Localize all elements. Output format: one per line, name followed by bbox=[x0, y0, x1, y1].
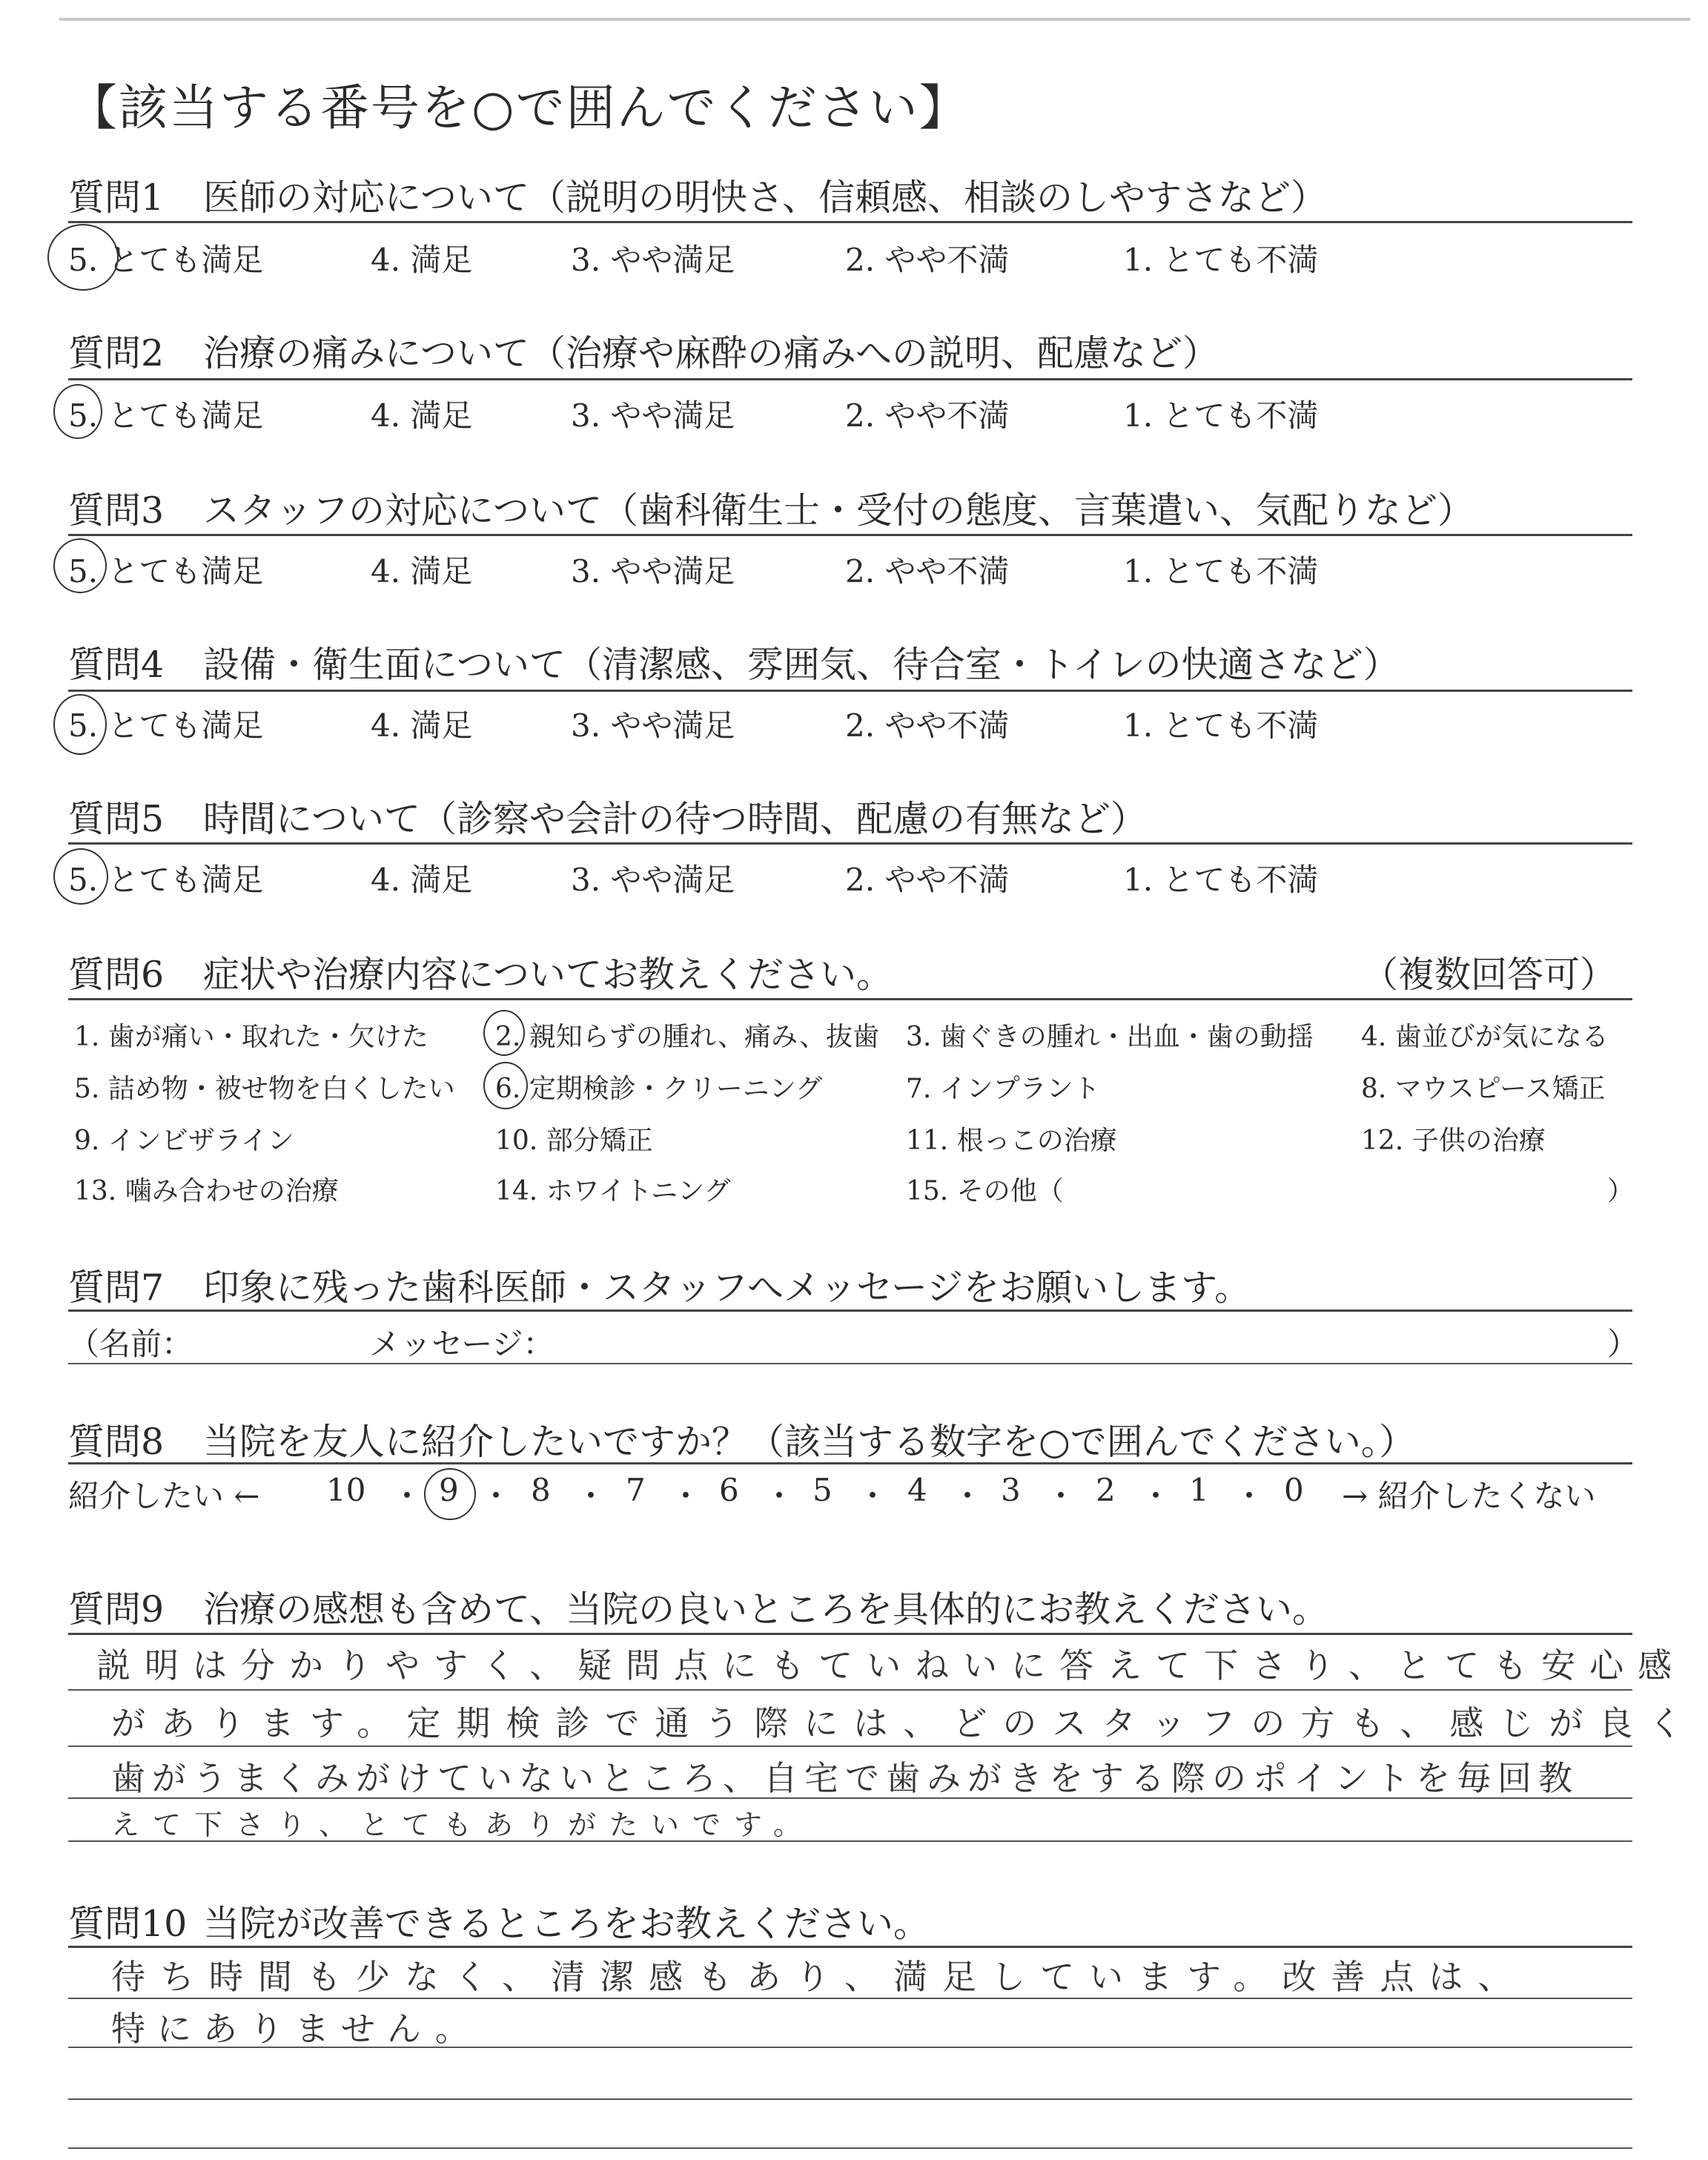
question-number: 質問7 bbox=[68, 1266, 165, 1309]
question-2 bbox=[68, 325, 1219, 377]
q3-option-3[interactable]: 3. やや満足 bbox=[571, 553, 735, 589]
q2-option-5[interactable]: 5. とても満足 bbox=[68, 397, 264, 434]
selection-circle-q8 bbox=[424, 1468, 476, 1520]
multiple-answers-note: （複数回答可） bbox=[1362, 954, 1617, 996]
recommend-right-label: → 紹介したくない bbox=[1342, 1478, 1596, 1514]
q5-option-1[interactable]: 1. とても不満 bbox=[1123, 862, 1319, 898]
q6-option-11[interactable]: 11. 根っこの治療 bbox=[906, 1126, 1117, 1156]
question-1 bbox=[68, 169, 1327, 221]
q4-option-2[interactable]: 2. やや不満 bbox=[845, 707, 1010, 744]
message-label: メッセージ： bbox=[369, 1326, 555, 1362]
top-border bbox=[59, 18, 1690, 21]
question-9 bbox=[68, 1581, 1328, 1633]
rule bbox=[68, 1363, 1632, 1364]
q6-option-9[interactable]: 9. インビザライン bbox=[74, 1126, 294, 1156]
scale-7[interactable]: 7 bbox=[626, 1472, 646, 1508]
scale-2[interactable]: 2 bbox=[1096, 1472, 1116, 1508]
question-title: 治療の痛みについて（治療や麻酔の痛みへの説明、配慮など） bbox=[203, 332, 1219, 374]
scale-separator: ・ bbox=[1234, 1478, 1265, 1514]
q6-option-3[interactable]: 3. 歯ぐきの腫れ・出血・歯の動揺 bbox=[906, 1022, 1314, 1052]
q1-option-1[interactable]: 1. とても不満 bbox=[1123, 242, 1319, 278]
question-title: 治療の感想も含めて、当院の良いところを具体的にお教えください。 bbox=[203, 1588, 1329, 1631]
question-title: 印象に残った歯科医師・スタッフへメッセージをお願いします。 bbox=[203, 1266, 1251, 1309]
q7-close: ） bbox=[1607, 1326, 1639, 1362]
q2-option-1[interactable]: 1. とても不満 bbox=[1123, 397, 1319, 434]
rule bbox=[68, 221, 1632, 223]
rule bbox=[68, 2098, 1632, 2100]
scale-separator: ・ bbox=[764, 1478, 795, 1514]
question-title: 当院が改善できるところをお教えください。 bbox=[203, 1903, 930, 1945]
q6-option-13[interactable]: 13. 噛み合わせの治療 bbox=[74, 1176, 339, 1206]
scale-separator: ・ bbox=[480, 1478, 512, 1514]
selection-circle-q4 bbox=[53, 694, 107, 755]
rule bbox=[68, 1840, 1632, 1842]
q5-option-3[interactable]: 3. やや満足 bbox=[571, 862, 735, 898]
scale-10[interactable]: 10 bbox=[326, 1472, 366, 1508]
form-header: 【該当する番号を○で囲んでください】 bbox=[68, 79, 970, 136]
rule bbox=[68, 1946, 1632, 1948]
q9-answer-line-1: 説明は分かりやすく、疑問点にもていねいに答えて下さり、とても安心感 bbox=[96, 1645, 1687, 1685]
question-number: 質問10 bbox=[68, 1903, 188, 1945]
q1-option-3[interactable]: 3. やや満足 bbox=[571, 242, 735, 278]
question-title: 当院を友人に紹介したいですか？（該当する数字を○で囲んでください。） bbox=[203, 1421, 1416, 1463]
q6-option-6[interactable]: 6. 定期検診・クリーニング bbox=[495, 1074, 823, 1104]
rule bbox=[68, 2047, 1632, 2048]
q6-option-7[interactable]: 7. インプラント bbox=[906, 1074, 1100, 1104]
question-4 bbox=[68, 636, 1400, 688]
question-number: 質問8 bbox=[68, 1421, 165, 1463]
scale-separator: ・ bbox=[670, 1478, 702, 1514]
scale-0[interactable]: 0 bbox=[1284, 1472, 1304, 1508]
q6-option-8[interactable]: 8. マウスピース矯正 bbox=[1361, 1074, 1606, 1104]
q6-option-2[interactable]: 2. 親知らずの腫れ、痛み、抜歯 bbox=[495, 1022, 880, 1052]
question-number: 質問9 bbox=[68, 1588, 165, 1631]
q5-option-4[interactable]: 4. 満足 bbox=[371, 862, 473, 898]
rule bbox=[68, 378, 1632, 380]
q6-option-10[interactable]: 10. 部分矯正 bbox=[495, 1126, 653, 1156]
scale-8[interactable]: 8 bbox=[531, 1472, 551, 1508]
rule bbox=[68, 1998, 1632, 1999]
q4-option-3[interactable]: 3. やや満足 bbox=[571, 707, 735, 744]
q6-option-12[interactable]: 12. 子供の治療 bbox=[1361, 1126, 1546, 1156]
question-number: 質問5 bbox=[68, 798, 165, 840]
q3-option-4[interactable]: 4. 満足 bbox=[371, 553, 473, 589]
q4-option-4[interactable]: 4. 満足 bbox=[371, 707, 473, 744]
question-number: 質問3 bbox=[68, 489, 165, 532]
selection-circle-q6-6 bbox=[483, 1062, 528, 1109]
q6-option-5[interactable]: 5. 詰め物・被せ物を白くしたい bbox=[74, 1074, 455, 1104]
scale-separator: ・ bbox=[391, 1478, 423, 1514]
scale-separator: ・ bbox=[575, 1478, 607, 1514]
q10-answer-line-2: 特にありません。 bbox=[111, 2009, 481, 2049]
scale-5[interactable]: 5 bbox=[812, 1472, 833, 1508]
question-number: 質問1 bbox=[68, 176, 165, 219]
question-7 bbox=[68, 1259, 1251, 1311]
selection-circle-q3 bbox=[53, 538, 107, 593]
scale-3[interactable]: 3 bbox=[1001, 1472, 1021, 1508]
q4-option-5[interactable]: 5. とても満足 bbox=[68, 707, 264, 744]
q2-option-2[interactable]: 2. やや不満 bbox=[845, 397, 1010, 434]
rule bbox=[68, 1462, 1632, 1464]
q9-answer-line-4: えて下さり、とてもありがたいです。 bbox=[111, 1809, 815, 1841]
selection-circle-q5 bbox=[53, 848, 108, 905]
q6-option-1[interactable]: 1. 歯が痛い・取れた・欠けた bbox=[74, 1022, 428, 1052]
scale-6[interactable]: 6 bbox=[719, 1472, 739, 1508]
question-title: 時間について（診察や会計の待つ時間、配慮の有無など） bbox=[203, 798, 1148, 840]
q10-answer-line-1: 待ち時間も少なく、清潔感もあり、満足しています。改善点は、 bbox=[111, 1957, 1527, 1997]
q3-option-2[interactable]: 2. やや不満 bbox=[845, 553, 1010, 589]
rule bbox=[68, 690, 1632, 692]
question-title: 医師の対応について（説明の明快さ、信頼感、相談のしやすさなど） bbox=[203, 176, 1328, 219]
q6-option-14[interactable]: 14. ホワイトニング bbox=[495, 1176, 731, 1206]
scale-separator: ・ bbox=[1045, 1478, 1077, 1514]
question-8 bbox=[68, 1413, 1415, 1465]
question-number: 質問2 bbox=[68, 332, 165, 374]
rule bbox=[68, 1745, 1632, 1747]
question-6 bbox=[68, 946, 1617, 998]
selection-circle-q2 bbox=[53, 384, 102, 439]
q1-option-2[interactable]: 2. やや不満 bbox=[845, 242, 1010, 278]
question-10 bbox=[68, 1895, 930, 1947]
q1-option-4[interactable]: 4. 満足 bbox=[371, 242, 473, 278]
question-5 bbox=[68, 790, 1147, 842]
q6-other-close: ） bbox=[1607, 1176, 1635, 1206]
q5-option-2[interactable]: 2. やや不満 bbox=[845, 862, 1010, 898]
q4-option-1[interactable]: 1. とても不満 bbox=[1123, 707, 1319, 744]
question-title: スタッフの対応について（歯科衛生士・受付の態度、言葉遣い、気配りなど） bbox=[203, 489, 1474, 532]
rule bbox=[68, 2147, 1632, 2149]
question-number: 質問6 bbox=[68, 954, 165, 996]
name-label: （名前： bbox=[68, 1326, 193, 1362]
selection-circle-q1 bbox=[47, 224, 119, 291]
rule bbox=[68, 1689, 1632, 1691]
question-number: 質問4 bbox=[68, 644, 165, 686]
scale-1[interactable]: 1 bbox=[1189, 1472, 1209, 1508]
q5-option-5[interactable]: 5. とても満足 bbox=[68, 862, 264, 898]
recommend-left-label: 紹介したい ← bbox=[68, 1478, 260, 1514]
q3-option-1[interactable]: 1. とても不満 bbox=[1123, 553, 1319, 589]
q9-answer-line-2: があります。定期検診で通う際には、どのスタッフの方も、感じが良く bbox=[111, 1703, 1698, 1743]
scale-separator: ・ bbox=[952, 1478, 984, 1514]
scale-9[interactable]: 9 bbox=[439, 1472, 459, 1508]
rule bbox=[68, 1797, 1632, 1799]
rule bbox=[68, 998, 1632, 1000]
q6-option-15[interactable]: 15. その他（ bbox=[906, 1176, 1064, 1206]
scale-4[interactable]: 4 bbox=[907, 1472, 927, 1508]
selection-circle-q6-2 bbox=[483, 1010, 525, 1056]
q2-option-4[interactable]: 4. 満足 bbox=[371, 397, 473, 434]
q2-option-3[interactable]: 3. やや満足 bbox=[571, 397, 735, 434]
scale-separator: ・ bbox=[857, 1478, 889, 1514]
question-title: 症状や治療内容についてお教えください。 bbox=[203, 954, 893, 996]
q6-option-4[interactable]: 4. 歯並びが気になる bbox=[1361, 1022, 1609, 1052]
rule bbox=[68, 842, 1632, 845]
rule bbox=[68, 534, 1632, 536]
q1-option-5[interactable]: 5. とても満足 bbox=[68, 242, 264, 278]
question-title: 設備・衛生面について（清潔感、雰囲気、待合室・トイレの快適さなど） bbox=[203, 644, 1400, 686]
q9-answer-line-3: 歯がうまくみがけていないところ、自宅で歯みがきをする際のポイントを毎回教 bbox=[111, 1758, 1579, 1798]
question-3 bbox=[68, 482, 1474, 534]
q3-option-5[interactable]: 5. とても満足 bbox=[68, 553, 264, 589]
scale-separator: ・ bbox=[1140, 1478, 1172, 1514]
rule bbox=[68, 1309, 1632, 1312]
rule bbox=[68, 1633, 1632, 1635]
